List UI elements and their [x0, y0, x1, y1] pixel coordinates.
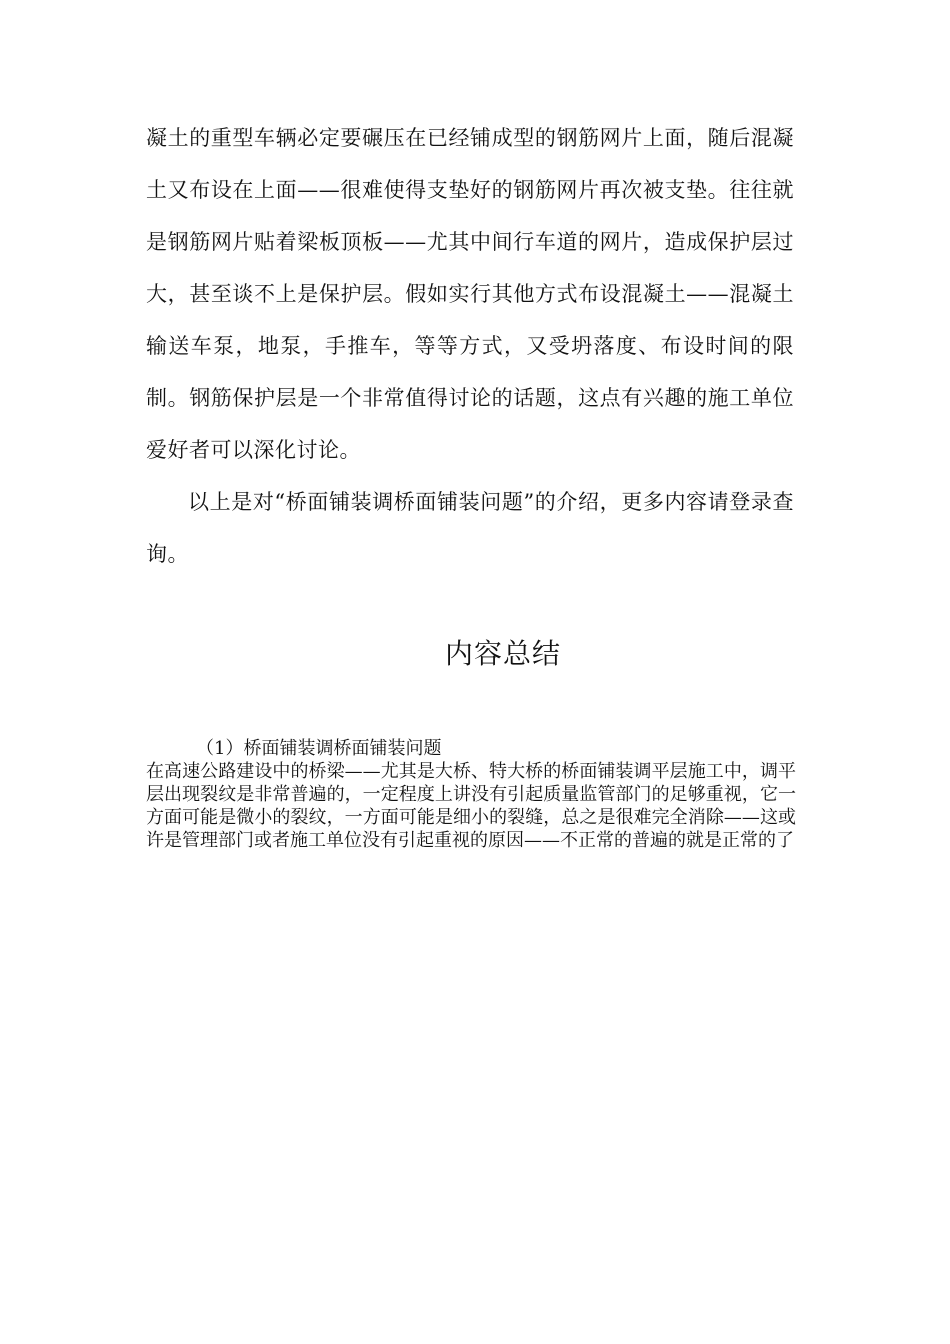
summary-body: 在高速公路建设中的桥梁——尤其是大桥、特大桥的桥面铺装调平层施工中，调平层出现裂纹是非常普遍的，一定程度上讲没有引起质量监管部门的足够重视，它一方面可能是微小的裂纹，一方面可能是细小的裂缝，总之是很难完全消除——这或许是管理部门或者施工单位没有引起重视的原因——不正常的普遍的就是正常的了: [146, 761, 796, 851]
summary-title: 内容总结: [444, 637, 561, 670]
summary-heading: （1）桥面铺装调桥面铺装问题: [196, 738, 442, 759]
summary-section: [146, 737, 796, 852]
body-paragraph-1: 凝土的重型车辆必定要碾压在已经铺成型的钢筋网片上面，随后混凝土又布设在上面——很难使得支垫好的钢筋网片再次被支垫。往往就是钢筋网片贴着梁板顶板——尤其中间行车道的网片，造成保护层过大，甚至谈不上是保护层。假如实行其他方式布设混凝土——混凝土输送车泵，地泵，手推车，等等方式，又受坍落度、布设时间的限制。钢筋保护层是一个非常值得讨论的话题，这点有兴趣的施工单位爱好者可以深化讨论。: [146, 126, 794, 462]
body-paragraph-2: 以上是对“桥面铺装调桥面铺装问题”的介绍，更多内容请登录查询。: [146, 490, 794, 566]
body-text: [146, 112, 794, 580]
